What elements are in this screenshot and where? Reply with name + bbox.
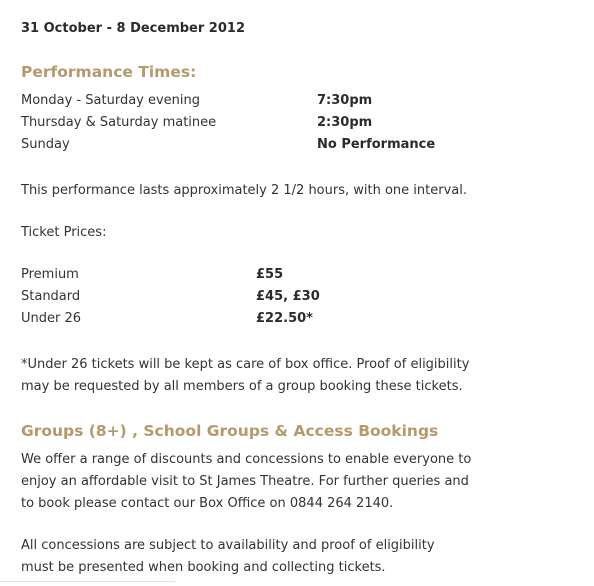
under26-note: *Under 26 tickets will be kept as care of box office. Proof of eligibility may be requested by all members of a group booking these tickets.	[21, 357, 470, 394]
times-row-value: No Performance	[317, 137, 436, 152]
divider	[0, 581, 175, 582]
price-row	[21, 286, 581, 308]
price-row	[21, 264, 581, 286]
times-row	[21, 112, 581, 134]
price-row-value: £55	[256, 267, 284, 282]
concessions-paragraph: All concessions are subject to availability and proof of eligibility must be presented when booking and collecting tickets.	[21, 538, 435, 575]
ticket-prices-heading: Ticket Prices:	[21, 225, 107, 240]
times-row-value: 7:30pm	[317, 93, 373, 108]
date-range: 31 October - 8 December 2012	[21, 21, 245, 36]
times-row-value: 2:30pm	[317, 115, 373, 130]
price-row-label: Under 26	[21, 311, 82, 326]
price-row-label: Premium	[21, 267, 79, 282]
performance-times-heading: Performance Times:	[21, 63, 197, 81]
price-row	[21, 308, 581, 330]
price-row-label: Standard	[21, 289, 81, 304]
groups-heading: Groups (8+) , School Groups & Access Bookings	[21, 422, 439, 440]
times-row-label: Monday - Saturday evening	[21, 93, 201, 108]
groups-paragraph: We offer a range of discounts and concessions to enable everyone to enjoy an affordable visit to St James Theatre. For further queries and to book please contact our Box Office on 0844 264 2140.	[21, 452, 472, 511]
times-row	[21, 134, 581, 156]
duration-text: This performance lasts approximately 2 1/2 hours, with one interval.	[21, 183, 467, 198]
times-row-label: Thursday & Saturday matinee	[21, 115, 217, 130]
times-row-label: Sunday	[21, 137, 70, 152]
price-row-value: £45, £30	[256, 289, 320, 304]
price-row-value: £22.50*	[256, 311, 313, 326]
times-row	[21, 90, 581, 112]
